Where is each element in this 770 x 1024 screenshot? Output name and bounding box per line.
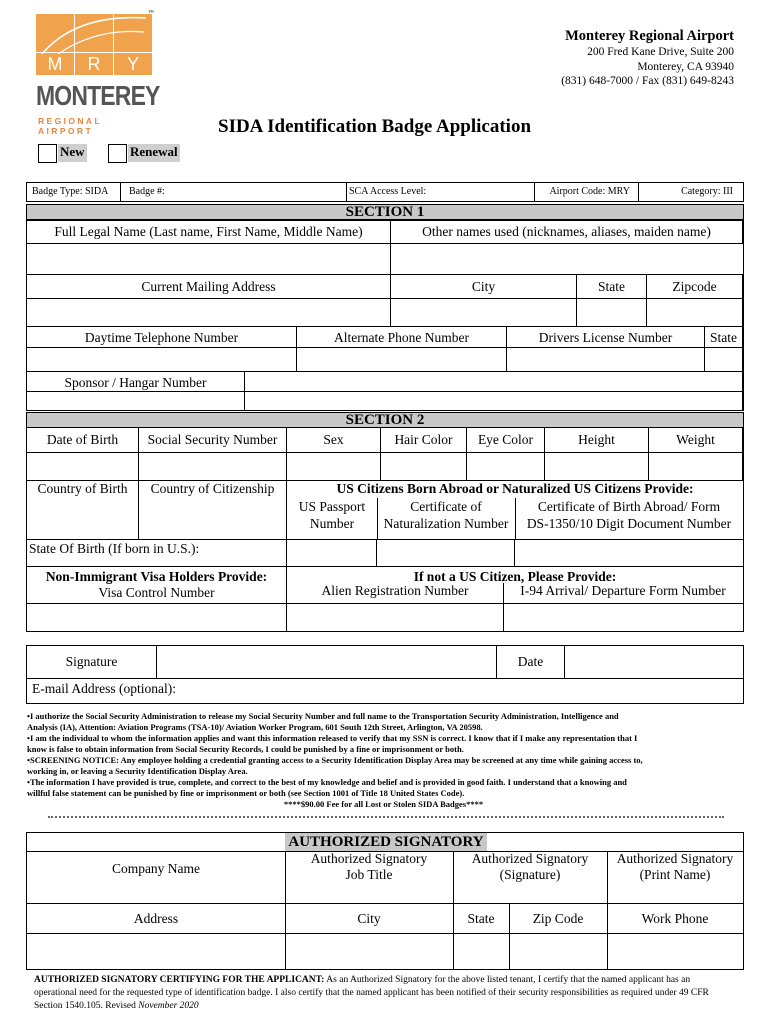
height-label: Height (578, 432, 615, 447)
weight-label: Weight (676, 432, 715, 447)
drivers-license-label: Drivers License Number (538, 330, 673, 345)
address-line-1: 200 Fred Kane Drive, Suite 200 (587, 46, 734, 58)
legal-text (27, 711, 740, 810)
visa-control-label: Visa Control Number (98, 585, 215, 600)
ssn-field[interactable] (139, 428, 287, 480)
signature-label: Signature (65, 654, 118, 669)
signatory-address-label: Address (133, 911, 179, 926)
sponsor-label: Sponsor / Hangar Number (64, 375, 207, 390)
email-row[interactable] (26, 678, 744, 704)
authorized-signatory-header: AUTHORIZED SIGNATORY (285, 833, 487, 851)
airport-name: Monterey Regional Airport (565, 28, 734, 44)
category-cell (639, 183, 743, 201)
personal-row (26, 428, 744, 481)
hair-color-label: Hair Color (394, 432, 453, 447)
signature-field[interactable] (157, 646, 497, 678)
dl-state-label: State (710, 330, 737, 345)
state-field[interactable] (577, 275, 647, 326)
email-label: E-mail Address (optional): (32, 681, 176, 696)
visa-control-field[interactable] (27, 566, 287, 631)
other-names-header (391, 220, 743, 244)
address-row (26, 274, 744, 327)
signatory-print-label-1: Authorized Signatory (616, 851, 734, 866)
address-line-2: Monterey, CA 93940 (637, 60, 734, 73)
certification-heading: AUTHORIZED SIGNATORY CERTIFYING FOR THE APPLICANT: (34, 975, 325, 985)
citizenship-row (26, 480, 744, 540)
certification-text (34, 974, 734, 1013)
daytime-phone-field[interactable] (27, 326, 297, 371)
cert-naturalization-field[interactable] (377, 498, 516, 539)
trademark: ™ (148, 10, 154, 16)
mailing-address-field[interactable] (27, 275, 391, 326)
country-of-citizenship-label: Country of Citizenship (150, 481, 275, 496)
state-of-birth-label: State Of Birth (If born in U.S.): (29, 541, 200, 556)
address-phone: (831) 648-7000 / Fax (831) 649-8243 (561, 75, 734, 87)
sex-label: Sex (323, 432, 344, 447)
signatory-print-label-2: (Print Name) (639, 867, 711, 882)
signatory-address-field[interactable] (27, 903, 286, 969)
phone-row (26, 326, 744, 372)
alternate-phone-label: Alternate Phone Number (334, 330, 469, 345)
job-title-field[interactable] (285, 851, 454, 903)
dob-field[interactable] (27, 428, 139, 480)
category-label: Category: III (681, 186, 733, 197)
lost-badge-fee: ****$90.00 Fee for all Lost or Stolen SIDA Badges**** (283, 799, 484, 809)
ssn-label: Social Security Number (147, 432, 278, 447)
new-checkbox[interactable] (38, 144, 57, 163)
signatory-phone-label: Work Phone (641, 911, 709, 926)
signatory-signature-label-1: Authorized Signatory (471, 851, 589, 866)
signatory-city-label: City (357, 911, 381, 926)
us-born-abroad-group (287, 480, 743, 539)
i94-label: I-94 Arrival/ Departure Form Number (520, 583, 726, 598)
eye-color-label: Eye Color (477, 432, 534, 447)
certification-body: As an Authorized Signatory for the above listed tenant, I certify that the named applicant has an operational need for the requested type of identification badge. I also certify that the named applicant has been notified of their security responsibilities as required under 49 CFR Section 1540.105. Revised (34, 975, 709, 1011)
logo-subtitle: REGIONAL AIRPORT (38, 116, 102, 136)
us-born-abroad-label: US Citizens Born Abroad or Naturalized US Citizens Provide: (336, 481, 694, 496)
drivers-license-field[interactable] (507, 326, 705, 371)
eye-color-field[interactable] (467, 428, 545, 480)
alien-registration-label: Alien Registration Number (321, 583, 469, 598)
job-title-label-2: Job Title (345, 867, 393, 882)
renewal-checkbox[interactable] (108, 144, 127, 163)
badge-type-label: Badge Type: SIDA (32, 186, 109, 197)
us-passport-label-2: Number (309, 516, 355, 531)
zipcode-label: Zipcode (672, 279, 717, 294)
alien-registration-field[interactable] (287, 583, 504, 631)
legal-ssa-2: Analysis (IA), Attention: Aviation Programs (TSA-10)/ Aviation Worker Program, 601 South 12th Street, Arlington, VA 20598. (27, 722, 483, 732)
cert-birth-abroad-label-2: DS-1350/10 Digit Document Number (526, 516, 732, 531)
revision-date: November 2020 (138, 1001, 199, 1011)
us-passport-label-1: US Passport (298, 499, 366, 514)
other-names-field[interactable] (391, 244, 743, 274)
renewal-label: Renewal (128, 144, 180, 162)
airport-code-cell (535, 183, 639, 201)
weight-field[interactable] (649, 428, 743, 480)
sponsor-row (26, 371, 744, 411)
i94-field[interactable] (503, 583, 743, 631)
logo-letter-r: R (75, 53, 113, 75)
dotted-divider (48, 816, 724, 820)
state-of-birth-field[interactable] (27, 539, 287, 566)
height-field[interactable] (545, 428, 649, 480)
section2-header: SECTION 2 (26, 412, 744, 428)
form-title: SIDA Identification Badge Application (218, 116, 532, 137)
not-us-citizen-group (287, 566, 743, 631)
name-row (26, 220, 744, 274)
sca-access-cell[interactable] (347, 183, 535, 201)
alternate-phone-field[interactable] (297, 326, 507, 371)
company-name-field[interactable] (27, 851, 286, 903)
state-of-birth-row (26, 539, 744, 567)
signatory-signature-field[interactable] (453, 851, 608, 903)
date-field[interactable] (565, 646, 743, 678)
legal-truth-1: •The information I have provided is true, complete, and correct to the best of my knowledge and belief and is provided in good faith. I understand that a knowing and (27, 777, 627, 787)
dob-label: Date of Birth (46, 432, 119, 447)
signatory-signature-label-2: (Signature) (499, 867, 561, 882)
country-of-birth-label: Country of Birth (37, 481, 128, 496)
cert-naturalization-label-1: Certificate of (410, 499, 482, 514)
cert-birth-abroad-field[interactable] (515, 498, 743, 539)
badge-type-cell[interactable] (27, 183, 121, 201)
airport-code-label: Airport Code: MRY (549, 186, 630, 197)
logo-graphic (36, 14, 152, 74)
logo-letter-m: M (36, 53, 74, 75)
signature-row (26, 645, 744, 679)
other-names-label: Other names used (nicknames, aliases, maiden name) (422, 224, 711, 239)
full-name-label: Full Legal Name (Last name, First Name, Middle Name) (54, 224, 363, 239)
airport-address (561, 28, 734, 89)
city-field[interactable] (391, 275, 577, 326)
us-passport-field[interactable] (287, 498, 378, 539)
logo-letter-y: Y (114, 53, 152, 75)
country-of-birth-field[interactable] (27, 480, 139, 539)
signatory-print-name-field[interactable] (607, 851, 743, 903)
sex-field[interactable] (287, 428, 381, 480)
zipcode-field[interactable] (647, 275, 743, 326)
sca-access-label: SCA Access Level: (349, 186, 427, 197)
dl-state-field[interactable] (705, 326, 743, 371)
cert-naturalization-label-2: Naturalization Number (383, 516, 509, 531)
mailing-address-label: Current Mailing Address (141, 279, 276, 294)
legal-screening-1: •SCREENING NOTICE: Any employee holding a credential granting access to a Security Identification Display Area may be screened at any time while gaining access to, (27, 755, 643, 765)
city-label: City (471, 279, 496, 294)
full-name-header (27, 220, 391, 244)
full-name-field[interactable] (27, 244, 391, 274)
country-of-citizenship-field[interactable] (139, 480, 287, 539)
state-label: State (598, 279, 625, 294)
signature-label-cell (27, 646, 157, 678)
legal-identity-2: know is false to obtain information from Social Security Records, I could be punished by a fine or imprisonment or both. (27, 744, 464, 754)
logo-name: MONTEREY (36, 80, 160, 111)
legal-ssa-1: •I authorize the Social Security Administration to release my Social Security Number and full name to the Transportation Security Administration, Intelligence and (27, 711, 619, 721)
signatory-zip-field[interactable] (509, 903, 608, 969)
new-label: New (58, 144, 87, 162)
daytime-phone-label: Daytime Telephone Number (84, 330, 239, 345)
legal-truth-2: willful false statement can be punished by fine or imprisonment or both (see Section 1001 of Title 18 United States Code). (27, 788, 465, 798)
company-name-label: Company Name (111, 861, 201, 876)
non-immigrant-label: Non-Immigrant Visa Holders Provide: (45, 569, 268, 584)
authorized-signatory-table (26, 832, 744, 970)
signatory-phone-field[interactable] (607, 903, 743, 969)
visa-row (26, 566, 744, 632)
signatory-city-field[interactable] (285, 903, 454, 969)
date-label-cell (497, 646, 565, 678)
badge-number-label: Badge #: (129, 186, 165, 197)
badge-info-row (26, 182, 744, 202)
signatory-zip-label: Zip Code (532, 911, 584, 926)
section1-header: SECTION 1 (26, 204, 744, 220)
cert-birth-abroad-label-1: Certificate of Birth Abroad/ Form (537, 499, 721, 514)
date-label: Date (517, 654, 544, 669)
job-title-label-1: Authorized Signatory (310, 851, 428, 866)
legal-screening-2: working in, or leaving a Security Identification Display Area. (27, 766, 248, 776)
not-us-citizen-label: If not a US Citizen, Please Provide: (413, 569, 617, 584)
signatory-state-field[interactable] (453, 903, 510, 969)
signatory-state-label: State (467, 911, 495, 926)
hair-color-field[interactable] (381, 428, 467, 480)
legal-identity-1: •I am the individual to whom the information applies and want this information released to verify that my SSN is correct. I know that if I make any representation that I (27, 733, 638, 743)
airport-logo (36, 10, 160, 136)
badge-number-cell[interactable] (121, 183, 347, 201)
